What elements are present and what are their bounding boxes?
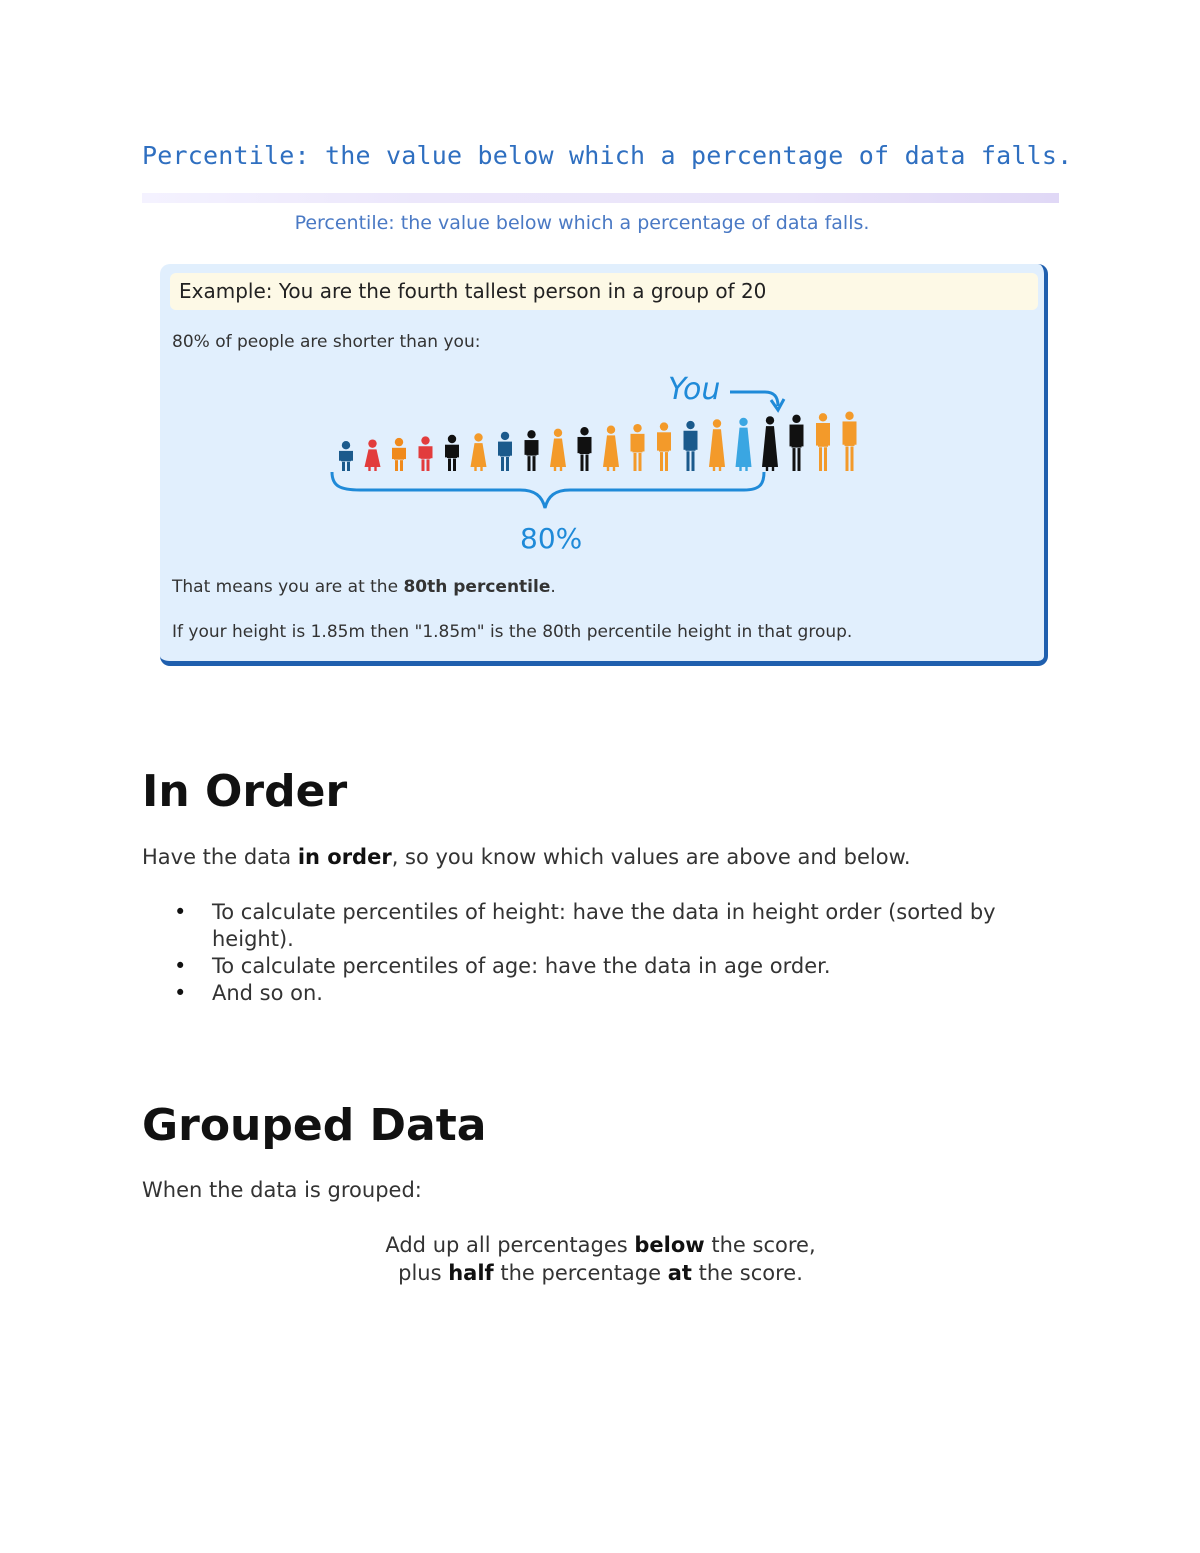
list-item: • To calculate percentiles of age: have the data in age order. <box>142 953 1042 980</box>
rule2-bold2: at <box>667 1261 692 1285</box>
meaning-suffix: . <box>550 577 556 597</box>
person-icon <box>709 419 725 471</box>
list-item: • And so on. <box>142 980 1042 1007</box>
example-header: Example: You are the fourth tallest person in a group of 20 <box>170 273 1038 310</box>
grouped-intro: When the data is grouped: <box>142 1178 422 1202</box>
rule2-bold: half <box>448 1261 494 1285</box>
person-icon <box>339 441 353 471</box>
in-order-heading: In Order <box>142 766 348 817</box>
grouped-rule-line1 <box>142 1233 1059 1257</box>
grouped-rule-line2 <box>142 1261 1059 1285</box>
person-icon <box>603 426 619 472</box>
person-icon <box>657 422 671 471</box>
person-icon <box>684 421 698 471</box>
person-icon <box>736 418 752 471</box>
person-icon <box>498 432 512 471</box>
meaning-bold: 80th percentile <box>403 577 551 597</box>
in-order-intro <box>142 845 911 869</box>
person-icon <box>445 435 459 471</box>
percent-label: 80% <box>520 522 583 555</box>
figure-title: Percentile: the value below which a percentage of data falls. <box>294 212 870 234</box>
you-label: You <box>668 372 721 407</box>
people-row <box>339 412 857 471</box>
rule2-prefix: plus <box>398 1261 449 1285</box>
intro-prefix: Have the data <box>142 845 298 869</box>
rule1-prefix: Add up all percentages <box>385 1233 635 1257</box>
person-icon <box>631 424 645 471</box>
height-example: If your height is 1.85m then "1.85m" is the 80th percentile height in that group. <box>172 622 853 642</box>
person-icon <box>790 415 804 471</box>
in-order-list <box>142 899 1042 1007</box>
person-icon <box>471 433 487 471</box>
brace-80-percent <box>332 472 764 508</box>
person-icon <box>578 427 592 471</box>
people-illustration <box>160 264 1048 666</box>
shorter-text: 80% of people are shorter than you: <box>172 332 481 352</box>
rule1-suffix: the score, <box>704 1233 816 1257</box>
you-arrow-icon <box>730 392 778 406</box>
rule2-mid: the percentage <box>493 1261 668 1285</box>
person-icon <box>365 439 381 471</box>
rule2-suffix: the score. <box>691 1261 803 1285</box>
person-icon <box>550 429 566 471</box>
grouped-data-heading: Grouped Data <box>142 1100 487 1151</box>
person-icon <box>392 438 406 471</box>
person-icon <box>762 416 778 471</box>
intro-bold: in order <box>297 845 392 869</box>
intro-suffix: , so you know which values are above and below. <box>391 845 911 869</box>
person-icon <box>843 412 857 471</box>
rule1-bold: below <box>634 1233 705 1257</box>
figure-banner-strip <box>142 193 1059 203</box>
page-heading: Percentile: the value below which a percentage of data falls. <box>142 141 1073 170</box>
meaning-prefix: That means you are at the <box>172 577 404 597</box>
person-icon <box>419 436 433 471</box>
person-icon <box>525 430 539 471</box>
list-item: • To calculate percentiles of height: have the data in height order (sorted by height). <box>142 899 1042 953</box>
person-icon <box>816 413 830 471</box>
